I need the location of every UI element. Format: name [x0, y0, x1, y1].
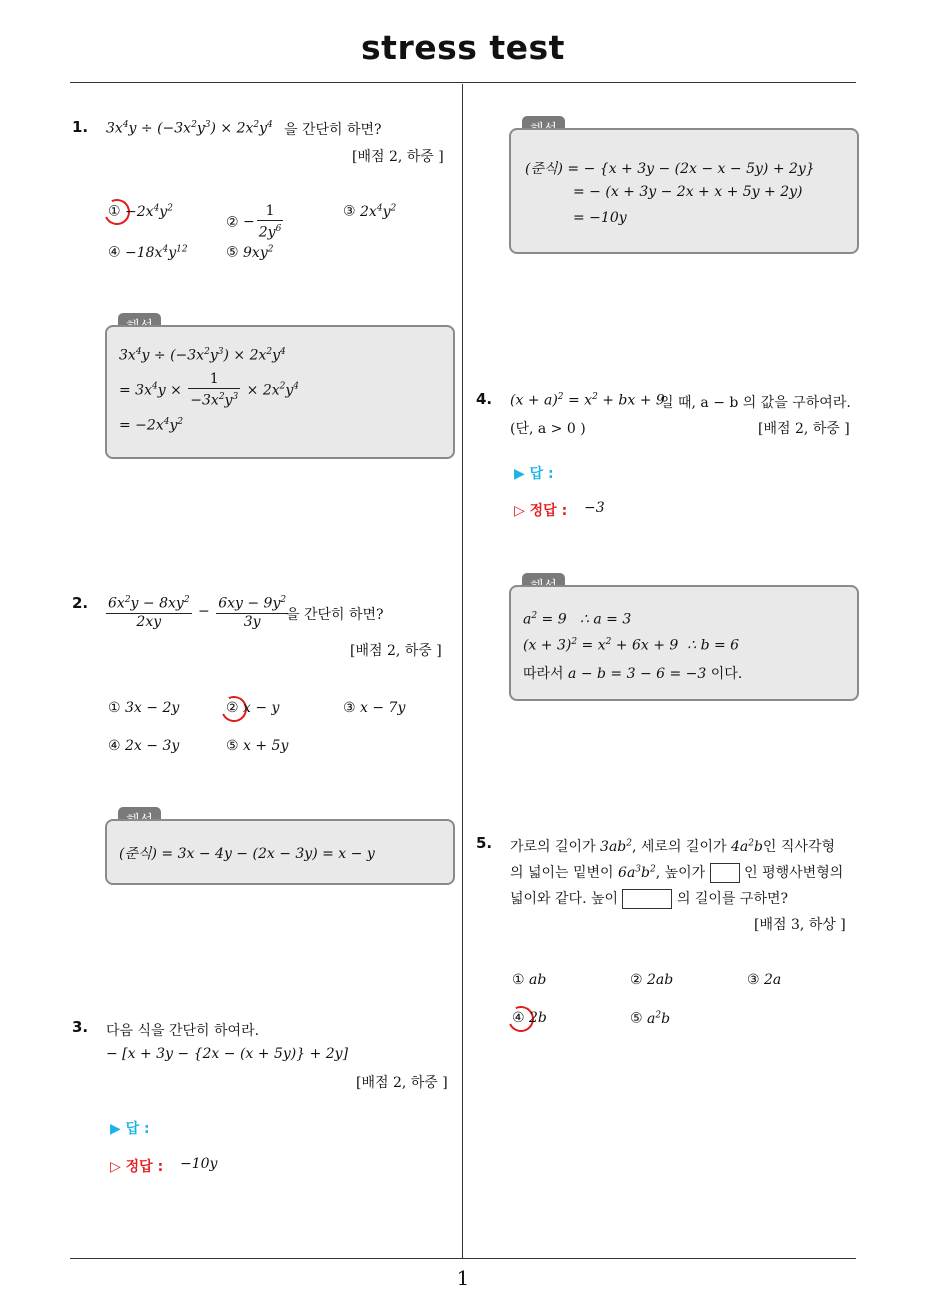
option-2[interactable]: ② 2ab [630, 972, 674, 988]
option-3[interactable]: ③ x − 7y [343, 700, 406, 716]
option-4[interactable]: ④ $-18x^4y^{12}$ [108, 244, 188, 261]
page-number: 1 [456, 1266, 470, 1290]
question-number: 2. [72, 594, 89, 612]
option-1[interactable]: ① 3x − 2y [108, 700, 180, 716]
option-5[interactable]: ⑤ $9xy^2$ [226, 244, 274, 261]
answer-prompt: ▶ 답 : [514, 466, 554, 482]
option-5[interactable]: ⑤ $a^2b$ [630, 1010, 671, 1027]
question-line: 의 넓이는 밑변이 $6a^3b^2$, 높이가 인 평행사변형의 [510, 864, 844, 881]
header-rule [70, 82, 856, 83]
solution-box [105, 819, 455, 885]
solution-line: (준식) = − {x + 3y − (2x − x − 5y) + 2y} [525, 161, 815, 177]
page-title: stress test [361, 28, 565, 67]
option-3[interactable]: ③ 2a [747, 972, 782, 988]
question-expression: $\frac{6x^2y - 8xy^2}{2xy}$ − $\frac{6xy - 9y^2}{3y}$ [104, 592, 290, 631]
question-expression: − [x + 3y − {2x − (x + 5y)} + 2y] [106, 1046, 349, 1062]
question-line: 넓이와 같다. 높이 의 길이를 구하면? [510, 891, 789, 907]
correct-answer-value: −10y [180, 1156, 218, 1172]
solution-box [509, 585, 859, 701]
question-meta: [배점 2, 하중 ] [758, 421, 850, 437]
question-number: 1. [72, 118, 89, 136]
solution-line: 따라서 a − b = 3 − 6 = −3 이다. [523, 666, 743, 682]
solution-line: $a^2 = 9$ ∴ a = 3 [523, 611, 632, 628]
question-meta: [배점 3, 하상 ] [754, 917, 846, 933]
option-4[interactable]: ④ 2b [512, 1010, 547, 1026]
option-1[interactable]: ① ab [512, 972, 547, 988]
solution-line: $(x + 3)^2 = x^2 + 6x + 9$ ∴ b = 6 [523, 637, 740, 654]
option-2[interactable]: ② − $\frac{1}{2y^6}$ [226, 203, 282, 241]
question-prompt: 을 간단히 하면? [286, 607, 384, 623]
option-5[interactable]: ⑤ x + 5y [226, 738, 289, 754]
question-prompt: 일 때, a − b 의 값을 구하여라. [660, 395, 851, 411]
question-prompt: 을 간단히 하면? [284, 122, 382, 138]
solution-line: = −10y [573, 210, 627, 226]
question-meta: [배점 2, 하중 ] [352, 149, 444, 165]
question-expression: $(x + a)^2 = x^2$ + bx + 9 [510, 392, 665, 409]
answer-prompt: ▶ 답 : [110, 1121, 150, 1137]
solution-box [509, 128, 859, 254]
correct-answer-label: ▷ 정답 : [110, 1159, 164, 1175]
solution-line: $3x^4y \div (-3x^2y^3) \times 2x^2y^4$ [119, 347, 286, 364]
question-prompt: 다음 식을 간단히 하여라. [106, 1023, 260, 1039]
question-number: 4. [476, 390, 493, 408]
question-line: 가로의 길이가 $3ab^2$, 세로의 길이가 $4a^2b$인 직사각형 [510, 838, 835, 855]
question-expression: $3x^4y \div (-3x^2y^3) \times 2x^2y^4$ [106, 120, 273, 137]
correct-answer-value: −3 [584, 500, 605, 516]
blank-box [710, 863, 740, 883]
correct-answer-label: ▷ 정답 : [514, 503, 568, 519]
blank-box [622, 889, 672, 909]
column-divider [462, 84, 463, 1258]
option-4[interactable]: ④ 2x − 3y [108, 738, 180, 754]
question-meta: [배점 2, 하중 ] [356, 1075, 448, 1091]
question-meta: [배점 2, 하중 ] [350, 643, 442, 659]
question-number: 5. [476, 834, 493, 852]
option-3[interactable]: ③ $2x^4y^2$ [343, 203, 397, 220]
question-number: 3. [72, 1018, 89, 1036]
solution-line: = $3x^4y$ × $\frac{1}{-3x^2y^3}$ × $2x^2y^4$ [119, 371, 300, 409]
solution-line: = $-2x^4y^2$ [119, 417, 184, 434]
footer-rule [70, 1258, 856, 1259]
question-condition: (단, a > 0 ) [510, 421, 586, 437]
solution-box [105, 325, 455, 459]
solution-line: = − (x + 3y − 2x + x + 5y + 2y) [573, 184, 803, 200]
option-1[interactable]: ① $-2x^4y^2$ [108, 203, 173, 220]
solution-line: (준식) = 3x − 4y − (2x − 3y) = x − y [119, 846, 375, 862]
option-2[interactable]: ② x − y [226, 700, 280, 716]
